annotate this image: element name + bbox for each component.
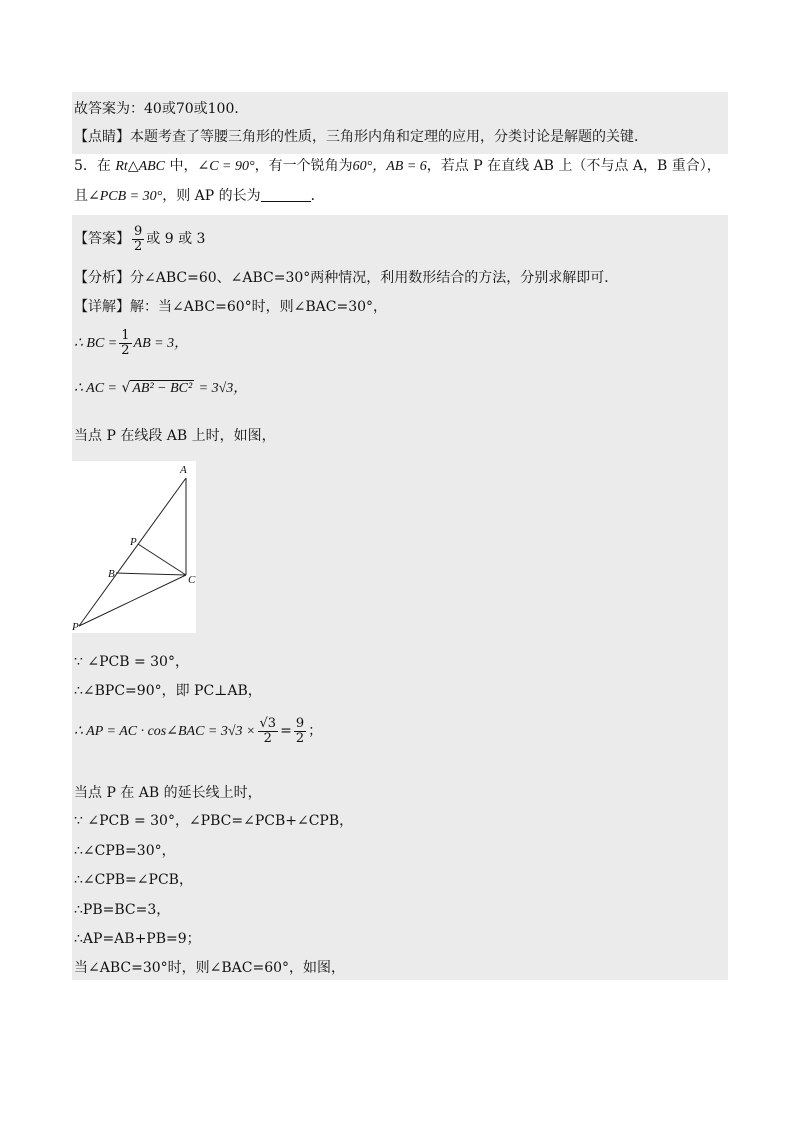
bc-pre: ∴ BC = xyxy=(74,336,118,351)
label-p-bottom: P xyxy=(72,621,79,633)
ap-denominator-2: 2 xyxy=(295,730,305,746)
label-b: B xyxy=(108,568,115,580)
answer-line: 故答案为：40或70或100． xyxy=(74,101,249,117)
label-a: A xyxy=(180,464,187,476)
ac-pre: ∴ AC = xyxy=(74,381,117,396)
bc-line xyxy=(74,328,188,359)
ap-pre: ∴ AP = AC · cos∠BAC = 3√3 × xyxy=(74,724,256,739)
geometry-figure xyxy=(72,461,196,633)
segment-bc xyxy=(116,573,186,575)
question-number: 5．在 xyxy=(74,158,111,174)
ac-post: = 3√3， xyxy=(198,381,248,396)
step-4: ∴∠CPB=30°， xyxy=(74,843,176,859)
q2-text-a: 且 xyxy=(74,188,88,204)
answer-denominator: 2 xyxy=(134,238,143,254)
answer-tail: 或 9 或 3 xyxy=(146,231,206,247)
ap-fraction-1 xyxy=(258,717,279,746)
ab-length: ，AB = 6 xyxy=(372,159,427,174)
case1-line: 当点 P 在线段 AB 上时，如图， xyxy=(74,428,276,444)
step-2: ∴∠BPC=90°，即 PC⊥AB， xyxy=(74,683,262,699)
answer-blank xyxy=(261,187,311,202)
detail-line: 【详解】解：当∠ABC=60°时，则∠BAC=30°， xyxy=(74,299,388,315)
comment-line: 【点睛】本题考查了等腰三角形的性质，三角形内角和定理的应用，分类讨论是解题的关键． xyxy=(74,129,648,145)
step-7: ∴AP=AB+PB=9； xyxy=(74,931,201,947)
angle-c: ∠C = 90° xyxy=(197,159,255,174)
ap-fraction-2 xyxy=(294,717,306,746)
triangle-name: Rt△ABC xyxy=(115,159,166,174)
ap-equals: = xyxy=(280,723,292,739)
ap-numerator-2: 9 xyxy=(295,715,305,731)
ac-sqrt: AB² − BC² xyxy=(132,381,193,396)
half-denominator: 2 xyxy=(121,342,130,358)
ap-line xyxy=(74,714,322,749)
answer-numerator: 9 xyxy=(134,223,143,239)
figure-svg xyxy=(72,461,196,633)
step-3: ∵ ∠PCB = 30°，∠PBC=∠PCB+∠CPB， xyxy=(74,813,354,829)
step-6: ∴PB=BC=3， xyxy=(74,902,171,918)
step-8: 当∠ABC=30°时，则∠BAC=60°，如图， xyxy=(74,960,346,976)
angle-60: 60° xyxy=(352,159,373,174)
bc-post: AB = 3， xyxy=(133,336,189,351)
case2-line: 当点 P 在 AB 的延长线上时， xyxy=(74,785,262,801)
half-fraction xyxy=(119,329,131,358)
step-5: ∴∠CPB=∠PCB， xyxy=(74,872,193,888)
ap-end: ； xyxy=(308,723,323,739)
answer-fraction xyxy=(132,225,144,254)
q-text-b: ，有一个锐角为 xyxy=(254,158,353,174)
half-numerator: 1 xyxy=(121,327,130,343)
answer-label: 【答案】 xyxy=(74,231,130,247)
question-line-1 xyxy=(74,156,721,177)
angle-pcb: ∠PCB = 30° xyxy=(88,189,163,204)
label-c: C xyxy=(188,574,196,586)
label-p-top: P xyxy=(130,536,137,548)
segment-pc xyxy=(138,544,186,575)
ap-denominator-1: 2 xyxy=(263,730,272,746)
q-text-c: ，若点 P 在直线 AB 上（不与点 A，B 重合）， xyxy=(426,158,721,174)
ac-line: ∴ AC = √ AB² − BC² = 3√3， xyxy=(74,380,248,396)
step-1: ∵ ∠PCB = 30°， xyxy=(74,654,189,670)
q2-text-b: ，则 AP 的长为 xyxy=(162,188,261,204)
question-line-2 xyxy=(74,186,325,207)
analysis-line: 【分析】分∠ABC=60、∠ABC=30°两种情况，利用数形结合的方法，分别求解即可． xyxy=(74,270,619,286)
segment-p2c xyxy=(79,575,186,626)
q2-end: ． xyxy=(310,188,325,204)
line-ap xyxy=(79,478,186,626)
answer-result-line xyxy=(74,224,205,254)
q-text-a: 中， xyxy=(165,158,198,174)
ap-numerator-1: √3 xyxy=(259,715,277,731)
